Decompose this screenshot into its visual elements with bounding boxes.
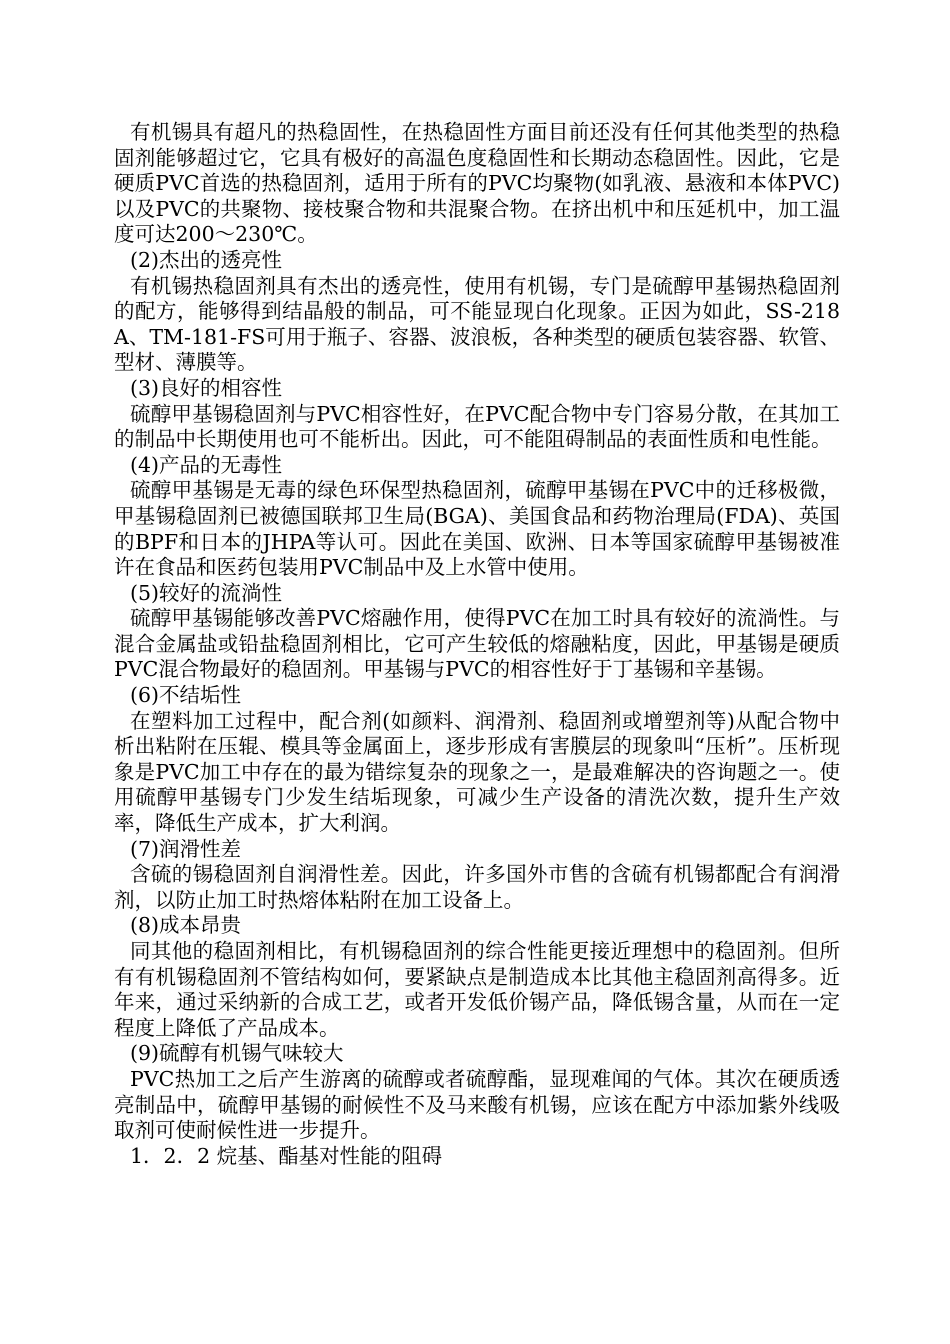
section-heading: 1．2．2 烷基、酯基对性能的阻碍	[130, 1143, 443, 1168]
intro-paragraph: 有机锡具有超凡的热稳固性，在热稳固性方面目前还没有任何其他类型的热稳固剂能够超过它，它具有极好的高温色度稳固性和长期动态稳固性。因此，它是硬质PVC首选的热稳固剂，适用于所有的PVC均聚物(如乳液、悬液和本体PVC)以及PVC的共聚物、接枝聚合物和共混聚合物。在挤出机中和压延机中，加工温度可达200～230℃。	[114, 120, 840, 247]
heading-high-cost: (8)成本昂贵	[130, 913, 242, 938]
document-page	[114, 120, 840, 1169]
paragraph-flowability: 硫醇甲基锡能够改善PVC熔融作用，使得PVC在加工时具有较好的流淌性。与混合金属盐或铅盐稳固剂相比，它可产生较低的熔融粘度，因此，甲基锡是硬质PVC混合物最好的稳固剂。甲基锡与PVC的相容性好于丁基锡和辛基锡。	[114, 606, 840, 682]
paragraph-non-toxicity: 硫醇甲基锡是无毒的绿色环保型热稳固剂，硫醇甲基锡在PVC中的迁移极微，甲基锡稳固剂已被德国联邦卫生局(BGA)、美国食品和药物治理局(FDA)、英国的BPF和日本的JHPA等认可。因此在美国、欧洲、日本等国家硫醇甲基锡被准许在食品和医药包装用PVC制品中及上水管中使用。	[114, 478, 840, 580]
paragraph-compatibility: 硫醇甲基锡稳固剂与PVC相容性好，在PVC配合物中专门容易分散，在其加工的制品中长期使用也可不能析出。因此，可不能阻碍制品的表面性质和电性能。	[114, 401, 840, 452]
paragraph-high-cost: 同其他的稳固剂相比，有机锡稳固剂的综合性能更接近理想中的稳固剂。但所有有机锡稳固剂不管结构如何，要紧缺点是制造成本比其他主稳固剂高得多。近年来，通过采纳新的合成工艺，或者开发低价锡产品，降低锡含量，从而在一定程度上降低了产品成本。	[114, 939, 840, 1040]
paragraph-poor-lubricity: 含硫的锡稳固剂自润滑性差。因此，许多国外市售的含硫有机锡都配合有润滑剂，以防止加工时热熔体粘附在加工设备上。	[114, 862, 840, 912]
heading-poor-lubricity: (7)润滑性差	[130, 836, 242, 861]
paragraph-transparency: 有机锡热稳固剂具有杰出的透亮性，使用有机锡，专门是硫醇甲基锡热稳固剂的配方，能够得到结晶般的制品，可不能显现白化现象。正因为如此，SS-218A、TM-181-FS可用于瓶子、容器、波浪板，各种类型的硬质包装容器、软管、型材、薄膜等。	[114, 273, 840, 375]
paragraph-strong-odor: PVC热加工之后产生游离的硫醇或者硫醇酯，显现难闻的气体。其次在硬质透亮制品中，硫醇甲基锡的耐候性不及马来酸有机锡，应该在配方中添加紫外线吸取剂可使耐候性进一步提升。	[114, 1066, 840, 1143]
heading-non-scaling: (6)不结垢性	[130, 683, 242, 708]
paragraph-non-scaling: 在塑料加工过程中，配合剂(如颜料、润滑剂、稳固剂或增塑剂等)从配合物中析出粘附在压辊、模具等金属面上，逐步形成有害膜层的现象叫“压析”。压析现象是PVC加工中存在的最为错综复杂的现象之一，是最难解决的咨询题之一。使用硫醇甲基锡专门少发生结垢现象，可减少生产设备的清洗次数，提升生产效率，降低生产成本，扩大利润。	[114, 708, 840, 836]
heading-non-toxicity: (4)产品的无毒性	[130, 452, 283, 477]
heading-strong-odor: (9)硫醇有机锡气味较大	[130, 1041, 344, 1066]
heading-compatibility: (3)良好的相容性	[130, 375, 283, 400]
heading-transparency: (2)杰出的透亮性	[130, 247, 283, 272]
heading-flowability: (5)较好的流淌性	[130, 580, 283, 605]
